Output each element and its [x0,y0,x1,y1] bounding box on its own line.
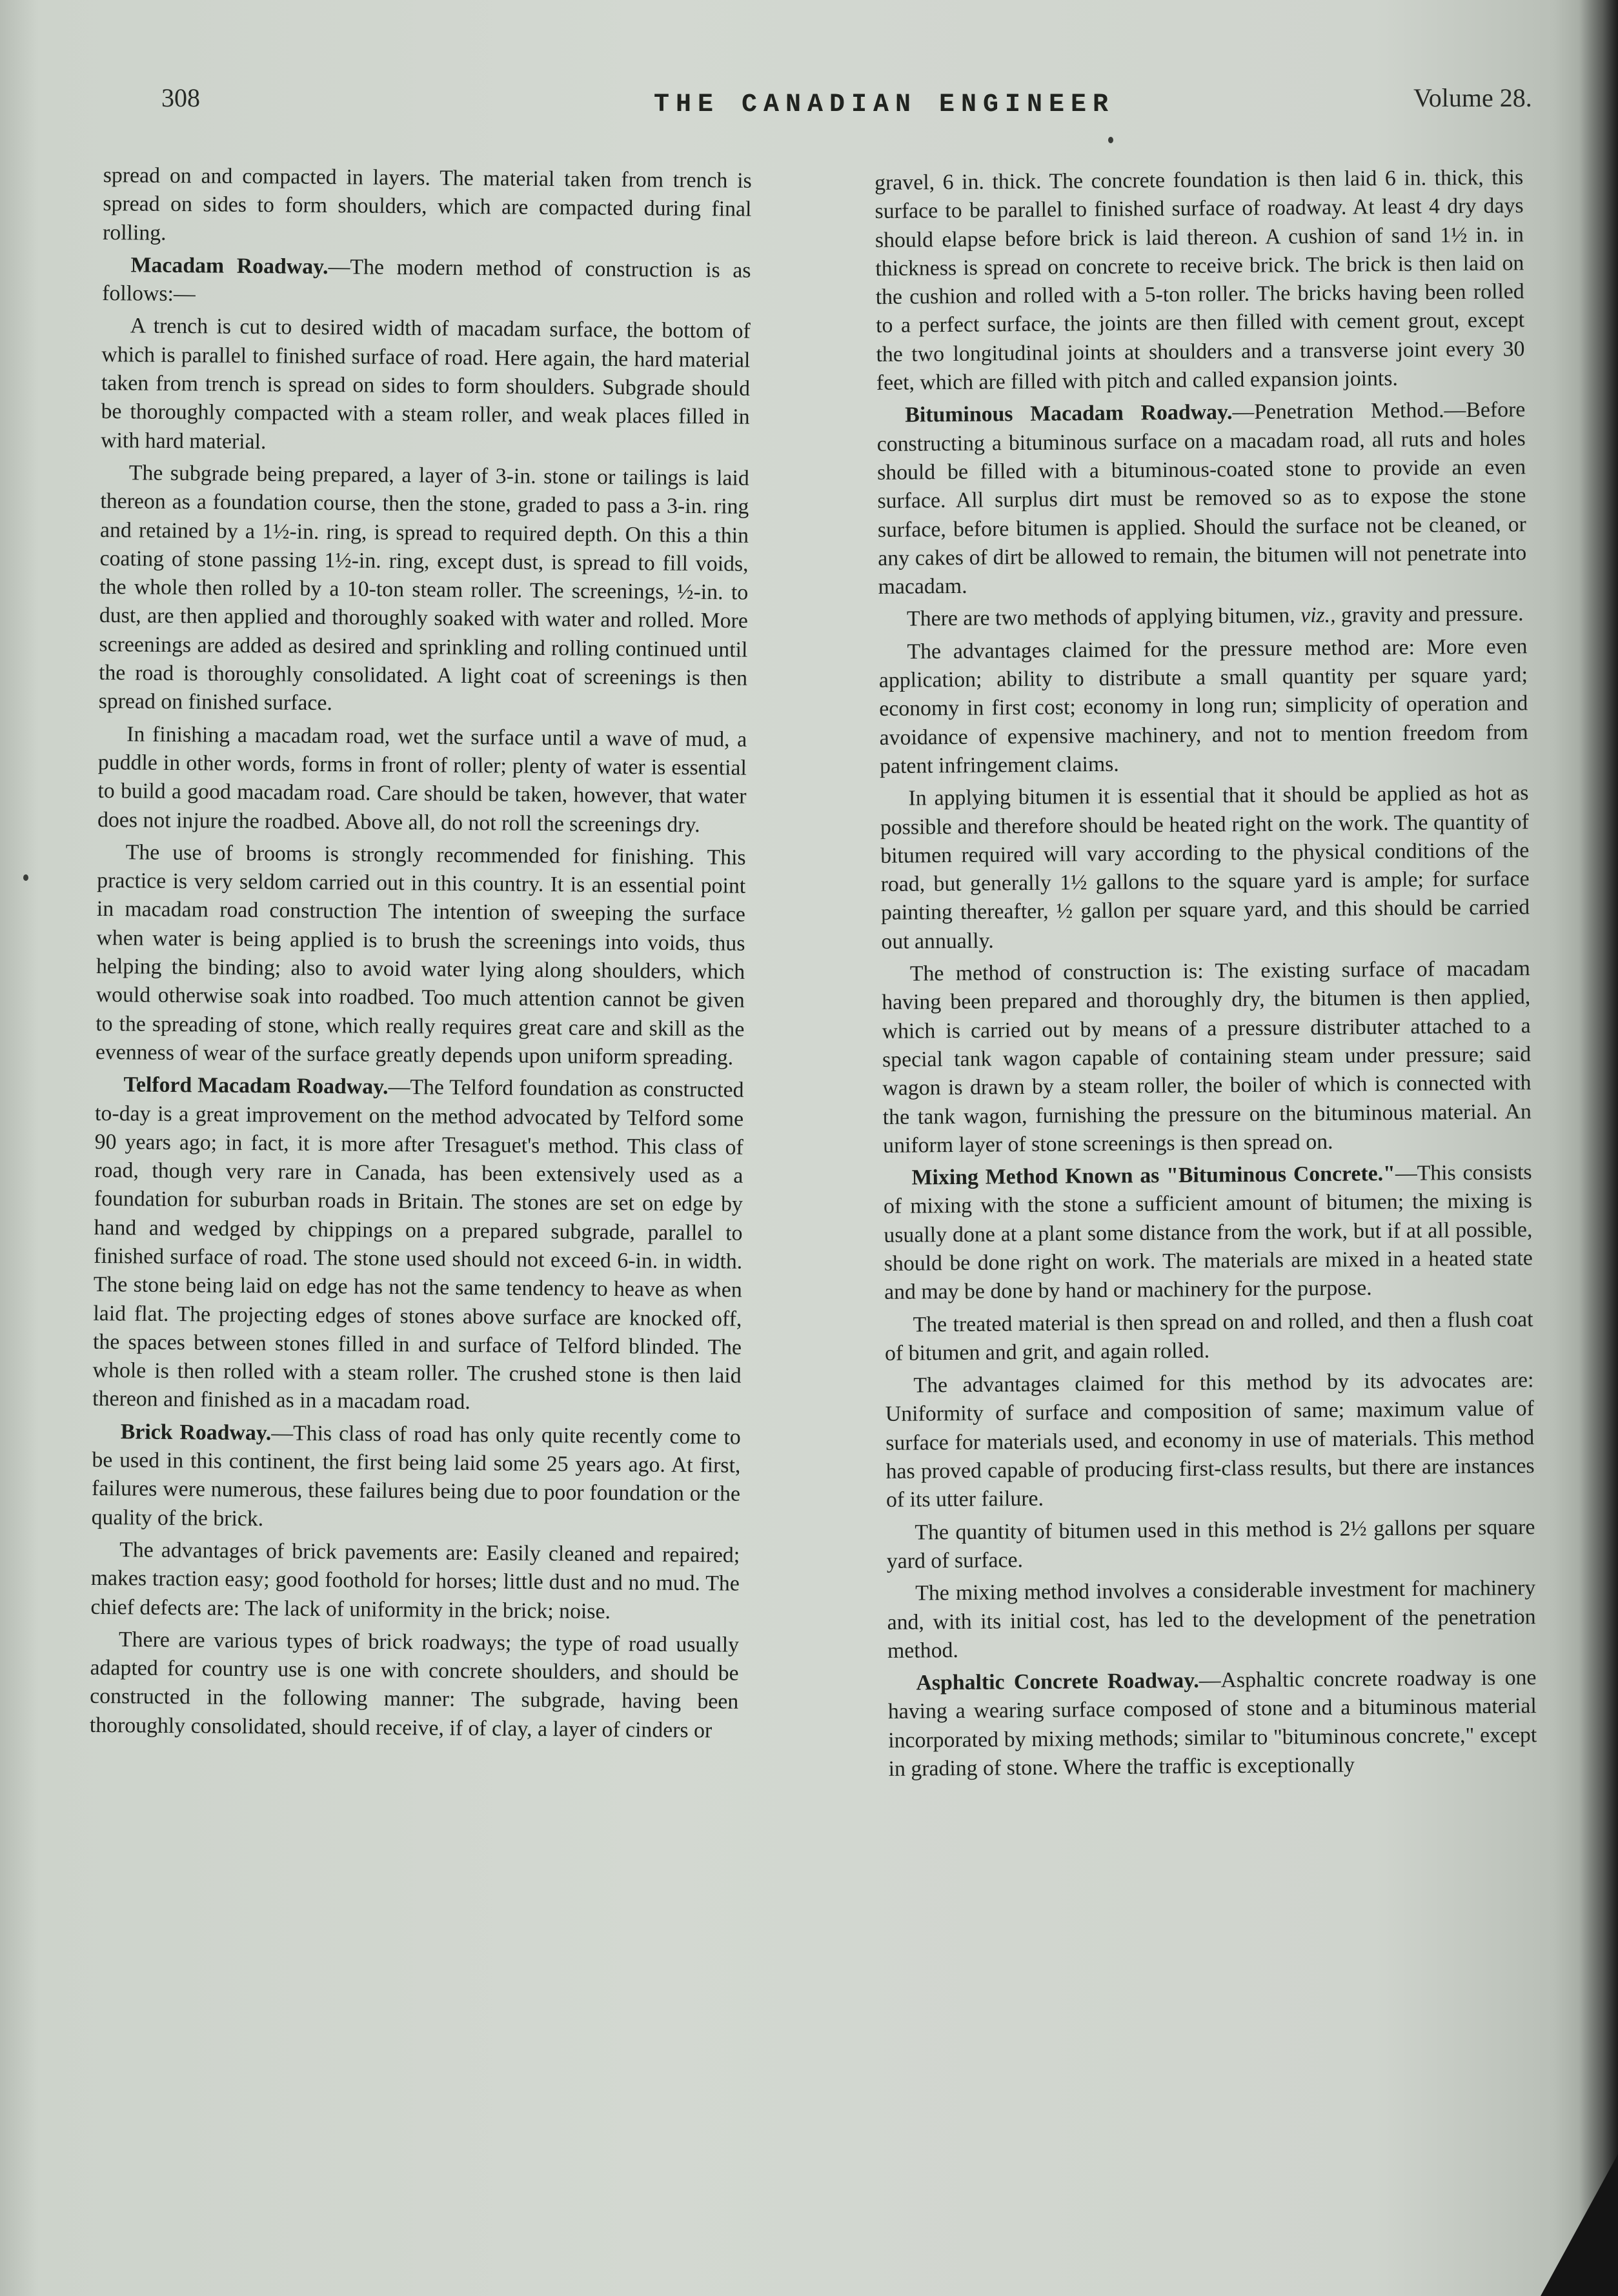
paragraph: The advantages claimed for the pressure method are: More even application; ability to distribute a small quantity per square yard; economy in first cost; economy in long run; simplicity of operation and avoidance of expensive machinery, and not to mention freedom from patent infringement claims. [878,634,1528,778]
section-heading: Bituminous Macadam Roadway. [905,400,1233,427]
paragraph-text: —Asphaltic concrete roadway is one having a wearing surface composed of stone and a bituminous material incorporated by mixing methods; similar to "bituminous concrete," except in grading of stone. Where the traffic is exceptionally [887,1666,1537,1781]
paragraph: In finishing a macadam road, wet the surface until a wave of mud, a puddle in other words, forms in front of roller; plenty of water is essential to build a good macadam road. Care should be taken, however, that water does not injure the roadbed. Above all, do not roll the screenings dry. [97,721,747,837]
paragraph-text: —The Telford foundation as constructed to-day is a great improvement on the method advocated by Telford some 90 years ago; in fact, it is more after Tresaguet's method. This class of road, though very rare in Canada, has been extensively used as a foundation for suburban roads in Britain. The stones are set on edge by hand and wedged by chippings on a prepared subgrade, parallel to finished surface of road. The stone used should not exceed 6-in. in width. The stone being laid on edge has not the same tendency to heave as when laid flat. The projecting edges of stones above surface are knocked off, the spaces between stones filled in and surface of Telford blinded. The whole is then rolled with a steam roller. The crushed stone is then laid thereon and finished as in a macadam road. [92,1075,744,1415]
paragraph: gravel, 6 in. thick. The concrete foundation is then laid 6 in. thick, this surface to be parallel to finished surface of roadway. At least 4 dry days should elapse before brick is laid thereon. A cushion of sand 1½ in. in thickness is spread on concrete to receive brick. The brick is then laid on the cushion and rolled with a 5-ton roller. The bricks having been rolled to a perfect surface, the joints are then filled with cement grout, except the two longitudinal joints at shoulders and a transverse joint every 30 feet, which are filled with pitch and called expansion joints. [875,165,1525,396]
paragraph: The mixing method involves a considerable investment for machinery and, with its initial cost, has led to the development of the penetration method. [887,1576,1536,1663]
page-number: 308 [161,83,200,112]
italic-word: viz., [1300,603,1336,628]
paragraph-text: —This class of road has only quite recently come to be used in this continent, the first being laid some 25 years ago. At first, failures were numerous, these failures being due to poor foundation or the quality of the brick. [91,1421,741,1531]
paragraph [887,1664,1537,1784]
paragraph-text: gravity and pressure. [1335,601,1524,628]
paragraph: The use of brooms is strongly recommended for finishing. This practice is very seldom carried out in this country. It is an essential point in macadam road construction The intention of sweeping the surface when water is being applied is to brush the screenings into voids, thus helping the binding; also to avoid water lying along shoulders, which would otherwise soak into roadbed. Too much attention cannot be given to the spreading of stone, which really requires great care and skill as the evenness of wear of the surface greatly depends upon uniform spreading. [95,840,746,1070]
paragraph [878,600,1527,634]
paragraph: In applying bitumen it is essential that it should be applied as hot as possible and therefore should be heated right on the work. The quantity of bitumen required will vary according to the physical conditions of the road, but generally 1½ gallons to the square yard is ample; for surface painting thereafter, ½ gallon per square yard, and this should be carried out annually. [880,781,1530,954]
right-column [875,163,1541,2137]
paragraph [91,1418,741,1538]
paragraph: The method of construction is: The existing surface of macadam having been prepared and thoroughly dry, the bitumen is then applied, which is carried out by means of a pressure distributer attached to a special tank wagon capable of containing steam under pressure; said wagon is drawn by a steam roller, the boiler of which is connected with the tank wagon, furnishing the pressure on the bituminous material. An uniform layer of stone screenings is then spread on. [882,956,1532,1158]
paragraph: There are various types of brick roadways; the type of road usually adapted for country use is one with concrete shoulders, and should be constructed in the following manner: The subgrade, having been thoroughly consolidated, should receive, if of clay, a layer of cinders or [89,1627,740,1743]
paragraph-text: There are two methods of applying bitumen, [906,603,1301,632]
paragraph: A trench is cut to desired width of macadam surface, the bottom of which is parallel to finished surface of road. Here again, the hard material taken from trench is spread on sides to form shoulders. Subgrade should be thoroughly compacted with a steam roller, and weak places filled in with hard material. [101,314,751,454]
paragraph: The advantages claimed for this method by its advocates are: Uniformity of surface and composition of same; maximum value of surface for materials used, and economy in use of materials. This method has proved capable of producing first-class results, but there are instances of its utter failure. [885,1368,1535,1513]
section-heading: Brick Roadway. [120,1420,272,1445]
volume-label: Volume 28. [1413,83,1532,112]
paragraph: The treated material is then spread on and rolled, and then a flush coat of bitumen and grit, and again rolled. [884,1307,1533,1365]
paragraph-text: —The modern method of construction is as follows:— [102,254,751,307]
paragraph: The subgrade being prepared, a layer of 3-in. stone or tailings is laid thereon as a foundation course, then the stone, graded to pass a 3-in. ring and retained by a 1½-in. ring, is spread to required depth. On this a thin coating of stone passing 1½-in. ring, except dust, is spread to fill voids, the whole then rolled by a 10-ton steam roller. The screenings, ½-in. to dust, are then applied and thoroughly soaked with water and rolled. More screenings are added as desired and sprinkling and rolling continued until the road is thoroughly consolidated. A light coat of screenings is then spread on finished surface. [98,461,749,716]
section-heading: Mixing Method Known as "Bituminous Concrete." [911,1162,1396,1190]
paragraph-text: —Penetration Method.—Before constructing a bituminous surface on a macadam road, all ruts and holes should be filled with a bituminous-coated stone to provide an even surface. All surplus dirt must be removed so as to expose the stone surface, before bitumen is applied. Should the surface not be cleaned, or any cakes of dirt be allowed to remain, the bitumen will not penetrate into macadam. [876,398,1527,599]
section-heading: Asphaltic Concrete Roadway. [916,1668,1199,1695]
section-heading: Macadam Roadway. [130,253,329,279]
paragraph-text: —This consists of mixing with the stone a sufficient amount of bitumen; the mixing is usually done at a plant some distance from the work, but if at all possible, should be done right on work. The materials are mixed in a heated state and may be done by hand or machinery for the purpose. [883,1160,1533,1305]
paragraph [102,251,751,314]
paragraph [92,1071,744,1419]
ink-speck [1108,137,1113,143]
left-column [86,161,752,2135]
section-heading: Telford Macadam Roadway. [123,1072,389,1100]
paragraph [876,396,1527,602]
paragraph: The quantity of bitumen used in this method is 2½ gallons per square yard of surface. [886,1515,1535,1573]
book-spine-shadow [1579,0,1618,2296]
paragraph: spread on and compacted in layers. The material taken from trench is spread on sides to form shoulders, which are compacted during final rolling. [102,163,752,245]
running-title: THE CANADIAN ENGINEER [653,90,1115,119]
ink-speck [23,874,28,881]
paragraph [883,1158,1533,1307]
paragraph: The advantages of brick pavements are: Easily cleaned and repaired; makes traction easy; good foothold for horses; little dust and no mud. The chief defects are: The lack of uniformity in the brick; noise. [90,1538,740,1624]
